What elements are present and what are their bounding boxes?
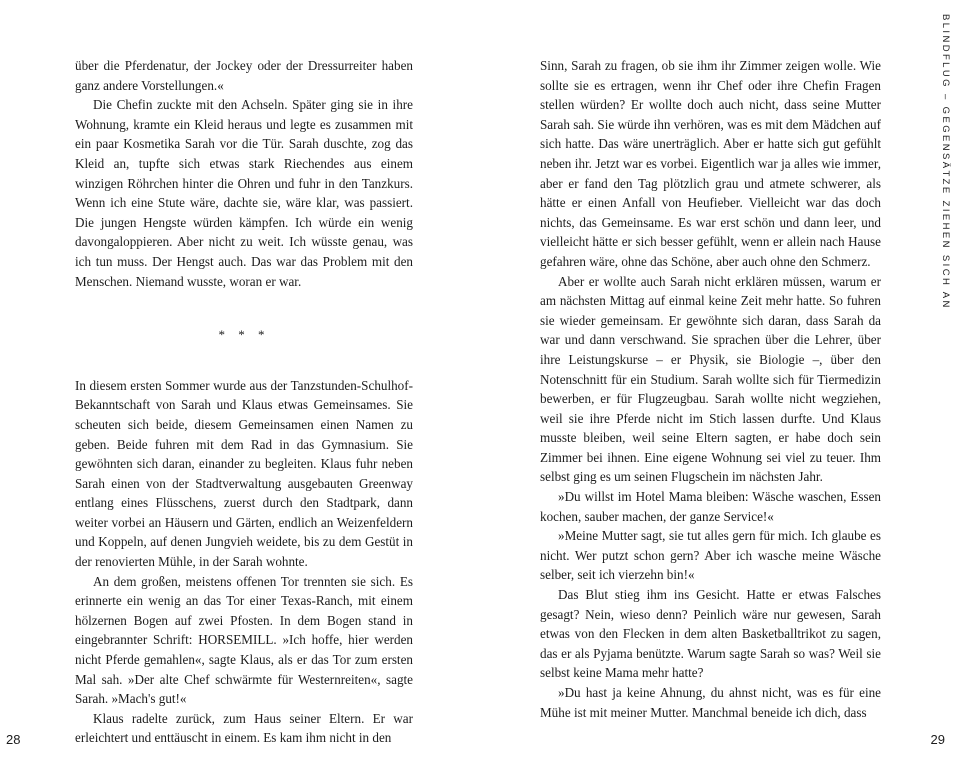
right-page — [478, 0, 955, 764]
paragraph: »Du hast ja keine Ahnung, du ahnst nicht, was es für eine Mühe ist mit meiner Mutter. Manchmal beneide ich dich, dass — [540, 685, 881, 720]
paragraph: Aber er wollte auch Sarah nicht erklären müssen, warum er am nächsten Mittag auf einmal keine Zeit mehr hatte. So fuhren sie wieder gemeinsam. Er gewöhnte sich daran, dass Sarah da war und dann verschwand. Sie sprachen über die Lehrer, über ihre Leistungskurse – er Physik, sie Biologie –, über den Notenschnitt für ein Studium. Sarah wollte sich für Tiermedizin bewerben, er für Flugzeugbau. Sarah wollte nicht wegziehen, weil sie ihre Pferde nicht im Stich lassen durfte. Und Klaus musste bleiben, weil seine Eltern sagten, er habe doch sein Zimmer bei ihnen. Eine eigene Wohnung sei viel zu teuer. Ihm selbst ging es um seinen Flugschein im nächsten Jahr. — [540, 273, 881, 485]
right-text-column — [540, 56, 881, 722]
paragraph: In diesem ersten Sommer wurde aus der Tanzstunden-Schulhof-Bekanntschaft von Sarah und Klaus etwas Gemeinsames. Sie scheuten sich beide, diesem Gemeinsamen einen Namen zu geben. Beide fuhren mit dem Rad in das Gymnasium. Sie gewöhnten sich daran, einander zu begleiten. Klaus fuhr neben Sarah einen von der Stadtverwaltung ausgebauten Greenway entlang eines Flüsschens, zuerst durch den Stadtpark, dann weiter vorbei an Häusern und Gärten, endlich an Weizenfeldern und Koppeln, auf denen Jungvieh weidete, bis zu dem Gestüt in der renovierten Mühle, in der Sarah wohnte. — [75, 377, 413, 570]
paragraph: An dem großen, meistens offenen Tor trennten sie sich. Es erinnerte ein wenig an das Tor einer Texas-Ranch, mit einem hölzernen Bogen auf zwei Pfosten. In dem Bogen stand in eingebrannter Schrift: HORSEMILL. »Ich hoffe, hier werden nicht Pferde gemahlen«, sagte Klaus, als er das Tor zum ersten Mal sah. »Der alte Chef schwärmte für Westernreiten«, sagte Sarah. »Mach's gut!« — [75, 573, 413, 707]
paragraph: »Du willst im Hotel Mama bleiben: Wäsche waschen, Essen kochen, sauber machen, der ganze Service!« — [540, 489, 881, 524]
paragraph: über die Pferdenatur, der Jockey oder der Dressurreiter haben ganz andere Vorstellungen.« — [75, 58, 413, 93]
paragraph: Sinn, Sarah zu fragen, ob sie ihm ihr Zimmer zeigen wolle. Wie sollte sie es ertragen, wenn ihr Chef oder ihre Chefin Fragen stellen würden? Er wollte doch auch nicht, dass seine Mutter Sarah sah. Sie würde ihn verhören, was es mit dem Mädchen auf sich hatte. Das wäre unerträglich. Aber er hatte sich gut gefühlt neben ihr. Jetzt war es vorbei. Eigentlich war ja alles wie immer, aber er fand den Tag plötzlich grau und atmete schwerer, als hätte er einen Anfall von Heufieber. Vielleicht war das doch nichts, das Gemeinsame. Es war erst schön und dann leer, und vielleicht hätte er sich besser gefühlt, wenn er allein nach Hause gefahren wäre, ohne das Schöne, aber auch ohne den Schmerz. — [540, 58, 881, 269]
section-break: * * * — [218, 327, 270, 343]
paragraph: Die Chefin zuckte mit den Achseln. Später ging sie in ihre Wohnung, kramte ein Kleid heraus und legte es zusammen mit ein paar Kosmetika Sarah vor die Tür. Sarah duschte, zog das Kleid an, tupfte sich etwas stark Riechendes aus einem winzigen Röhrchen hinter die Ohren und fuhr in den Tanzkurs. Wenn ich eine Stute wäre, dachte sie, wäre klar, was passiert. Die jungen Hengste würden kämpfen. Ich würde ein wenig davongaloppieren. Aber nicht zu weit. Ich wüsste genau, was ich tun muss. Der Hengst auch. Das war das Problem mit den Menschen. Niemand wusste, woran er war. — [75, 97, 413, 289]
page-number-right: 29 — [930, 732, 945, 747]
paragraph: »Meine Mutter sagt, sie tut alles gern für mich. Ich glaube es nicht. Wer putzt schon gern? Aber ich wasche meine Wäsche selber, seit ich vierzehn bin!« — [540, 528, 881, 583]
left-page — [0, 0, 477, 764]
paragraph: Klaus radelte zurück, zum Haus seiner Eltern. Er war erleichtert und enttäuscht in einem. Es kam ihm nicht in den — [75, 710, 413, 746]
page-number-left: 28 — [6, 732, 21, 747]
paragraph: Das Blut stieg ihm ins Gesicht. Hatte er etwas Falsches gesagt? Nein, wieso denn? Peinlich wäre nur gewesen, Sarah etwas von den Flecken in dem alten Basketballtrikot zu sagen, das er als Pyjama benützte. Warum sagte Sarah so was? Weil sie selbst keine Mama mehr hatte? — [540, 587, 881, 681]
running-head: BLINDFLUG – GEGENSÄTZE ZIEHEN SICH AN — [940, 14, 951, 310]
left-text-column — [75, 56, 413, 748]
